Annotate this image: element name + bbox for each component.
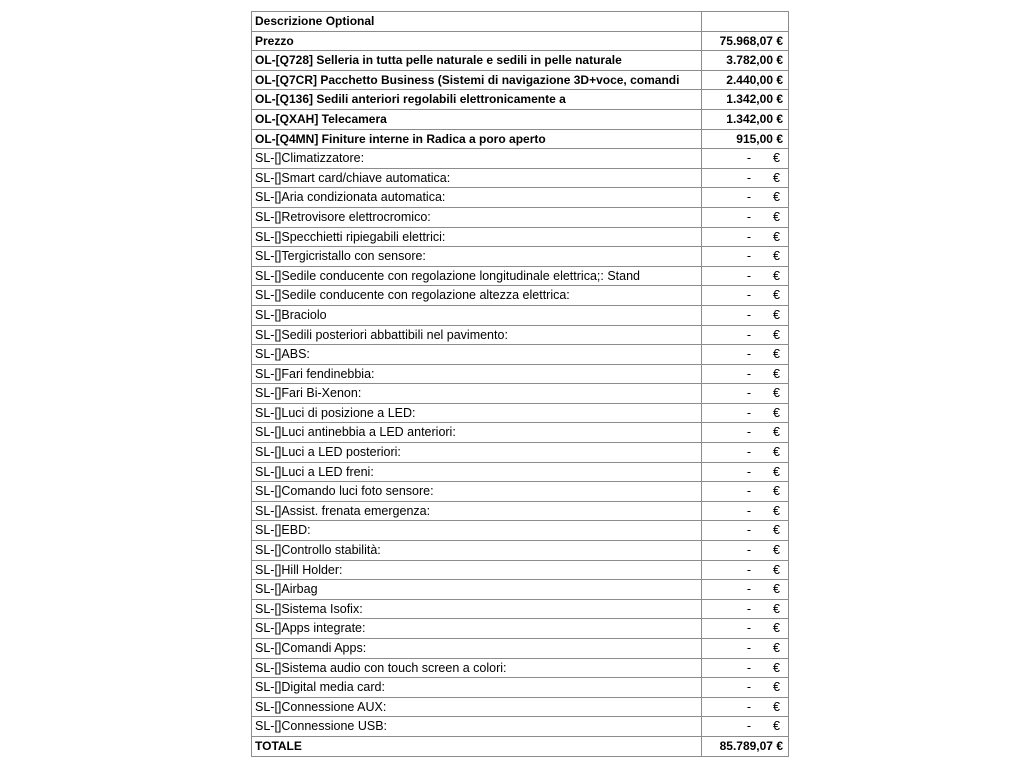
standard-dash: - [746, 582, 752, 597]
optional-label: OL-[Q4MN] Finiture interne in Radica a poro aperto [252, 130, 702, 149]
standard-label: SL-[]Fari fendinebbia: [252, 365, 702, 384]
standard-price-cell [702, 423, 789, 442]
standard-label: SL-[]Smart card/chiave automatica: [252, 169, 702, 188]
standard-price-cell [702, 365, 789, 384]
standard-label: SL-[]Luci a LED posteriori: [252, 443, 702, 462]
standard-label: SL-[]Connessione AUX: [252, 698, 702, 717]
standard-dash: - [746, 151, 752, 166]
standard-label: SL-[]Retrovisore elettrocromico: [252, 208, 702, 227]
optional-row [252, 90, 789, 110]
standard-label: SL-[]Braciolo [252, 306, 702, 325]
standard-dash: - [746, 229, 752, 244]
currency-symbol: € [773, 445, 780, 460]
standard-dash: - [746, 327, 752, 342]
standard-row [252, 149, 789, 169]
standard-label: SL-[]Connessione USB: [252, 717, 702, 736]
standard-label: SL-[]Luci a LED freni: [252, 463, 702, 482]
optional-label: OL-[Q136] Sedili anteriori regolabili elettronicamente a [252, 90, 702, 109]
standard-dash: - [746, 464, 752, 479]
standard-dash: - [746, 621, 752, 636]
standard-label: SL-[]Tergicristallo con sensore: [252, 247, 702, 266]
standard-price-cell [702, 600, 789, 619]
currency-symbol: € [773, 249, 780, 264]
currency-symbol: € [773, 405, 780, 420]
standard-label: SL-[]Digital media card: [252, 678, 702, 697]
currency-symbol: € [773, 386, 780, 401]
standard-dash: - [746, 347, 752, 362]
total-value: 85.789,07 € [702, 737, 789, 756]
standard-label: SL-[]Comando luci foto sensore: [252, 482, 702, 501]
base-price-label: Prezzo [252, 32, 702, 51]
standard-label: SL-[]ABS: [252, 345, 702, 364]
standard-label: SL-[]Comandi Apps: [252, 639, 702, 658]
standard-label: SL-[]Climatizzatore: [252, 149, 702, 168]
standard-price-cell [702, 306, 789, 325]
standard-price-cell [702, 384, 789, 403]
currency-symbol: € [773, 484, 780, 499]
standard-row [252, 208, 789, 228]
standard-dash: - [746, 601, 752, 616]
currency-symbol: € [773, 151, 780, 166]
standard-label: SL-[]EBD: [252, 521, 702, 540]
standard-row [252, 678, 789, 698]
standard-dash: - [746, 680, 752, 695]
standard-price-cell [702, 502, 789, 521]
header-title: Descrizione Optional [252, 12, 702, 31]
standard-row [252, 619, 789, 639]
standard-price-cell [702, 580, 789, 599]
standard-price-cell [702, 717, 789, 736]
total-label: TOTALE [252, 737, 702, 756]
standard-row [252, 561, 789, 581]
standard-dash: - [746, 543, 752, 558]
optional-label: OL-[QXAH] Telecamera [252, 110, 702, 129]
standard-label: SL-[]Sistema audio con touch screen a colori: [252, 659, 702, 678]
header-price-cell [702, 12, 789, 31]
standard-dash: - [746, 719, 752, 734]
standard-row [252, 717, 789, 737]
optional-row [252, 110, 789, 130]
currency-symbol: € [773, 229, 780, 244]
standard-dash: - [746, 190, 752, 205]
standard-label: SL-[]Specchietti ripiegabili elettrici: [252, 228, 702, 247]
standard-dash: - [746, 268, 752, 283]
optional-price: 1.342,00 € [702, 90, 789, 109]
currency-symbol: € [773, 601, 780, 616]
optional-row [252, 130, 789, 150]
standard-dash: - [746, 660, 752, 675]
standard-dash: - [746, 170, 752, 185]
standard-dash: - [746, 503, 752, 518]
optional-row [252, 51, 789, 71]
standard-dash: - [746, 445, 752, 460]
standard-price-cell [702, 149, 789, 168]
standard-price-cell [702, 169, 789, 188]
standard-label: SL-[]Controllo stabilità: [252, 541, 702, 560]
standard-price-cell [702, 326, 789, 345]
standard-price-cell [702, 188, 789, 207]
optional-price: 3.782,00 € [702, 51, 789, 70]
standard-label: SL-[]Sedile conducente con regolazione altezza elettrica: [252, 286, 702, 305]
standard-label: SL-[]Apps integrate: [252, 619, 702, 638]
currency-symbol: € [773, 366, 780, 381]
table-header-row [252, 12, 789, 32]
standard-dash: - [746, 386, 752, 401]
currency-symbol: € [773, 327, 780, 342]
standard-row [252, 169, 789, 189]
currency-symbol: € [773, 170, 780, 185]
currency-symbol: € [773, 503, 780, 518]
standard-price-cell [702, 228, 789, 247]
standard-row [252, 521, 789, 541]
standard-dash: - [746, 641, 752, 655]
standard-label: SL-[]Fari Bi-Xenon: [252, 384, 702, 403]
currency-symbol: € [773, 425, 780, 440]
standard-price-cell [702, 463, 789, 482]
standard-price-cell [702, 267, 789, 286]
optional-price: 2.440,00 € [702, 71, 789, 90]
currency-symbol: € [773, 523, 780, 538]
standard-row [252, 267, 789, 287]
standard-price-cell [702, 619, 789, 638]
standard-price-cell [702, 443, 789, 462]
standard-price-cell [702, 698, 789, 717]
standard-row [252, 345, 789, 365]
standard-price-cell [702, 541, 789, 560]
standard-price-cell [702, 404, 789, 423]
standard-row [252, 188, 789, 208]
standard-row [252, 502, 789, 522]
standard-row [252, 698, 789, 718]
optional-label: OL-[Q7CR] Pacchetto Business (Sistemi di navigazione 3D+voce, comandi [252, 71, 702, 90]
standard-dash: - [746, 484, 752, 499]
standard-row [252, 306, 789, 326]
standard-row [252, 384, 789, 404]
standard-row [252, 580, 789, 600]
optional-row [252, 71, 789, 91]
standard-label: SL-[]Luci antinebbia a LED anteriori: [252, 423, 702, 442]
standard-row [252, 228, 789, 248]
standard-row [252, 326, 789, 346]
standard-label: SL-[]Aria condizionata automatica: [252, 188, 702, 207]
standard-label: SL-[]Sistema Isofix: [252, 600, 702, 619]
standard-price-cell [702, 561, 789, 580]
currency-symbol: € [773, 680, 780, 695]
optional-price-table [251, 11, 789, 757]
standard-dash: - [746, 523, 752, 538]
optional-label: OL-[Q728] Selleria in tutta pelle naturale e sedili in pelle naturale [252, 51, 702, 70]
currency-symbol: € [773, 562, 780, 577]
standard-row [252, 659, 789, 679]
standard-row [252, 404, 789, 424]
currency-symbol: € [773, 719, 780, 734]
currency-symbol: € [773, 464, 780, 479]
standard-row [252, 600, 789, 620]
standard-label: SL-[]Sedili posteriori abbattibili nel pavimento: [252, 326, 702, 345]
standard-row [252, 639, 789, 659]
standard-price-cell [702, 247, 789, 266]
standard-price-cell [702, 482, 789, 501]
optional-price: 1.342,00 € [702, 110, 789, 129]
standard-row [252, 541, 789, 561]
standard-dash: - [746, 249, 752, 264]
standard-price-cell [702, 286, 789, 305]
standard-row [252, 463, 789, 483]
standard-dash: - [746, 699, 752, 714]
standard-dash: - [746, 209, 752, 224]
standard-label: SL-[]Luci di posizione a LED: [252, 404, 702, 423]
currency-symbol: € [773, 699, 780, 714]
standard-price-cell [702, 345, 789, 364]
base-price-row [252, 32, 789, 52]
standard-label: SL-[]Sedile conducente con regolazione longitudinale elettrica;: Stand [252, 267, 702, 286]
optional-price: 915,00 € [702, 130, 789, 149]
standard-dash: - [746, 405, 752, 420]
base-price-value: 75.968,07 € [702, 32, 789, 51]
currency-symbol: € [773, 307, 780, 322]
currency-symbol: € [773, 288, 780, 303]
standard-label: SL-[]Hill Holder: [252, 561, 702, 580]
currency-symbol: € [773, 543, 780, 558]
currency-symbol: € [773, 641, 780, 655]
standard-row [252, 247, 789, 267]
standard-row [252, 365, 789, 385]
standard-dash: - [746, 562, 752, 577]
currency-symbol: € [773, 190, 780, 205]
standard-label: SL-[]Airbag [252, 580, 702, 599]
standard-price-cell [702, 659, 789, 678]
standard-price-cell [702, 208, 789, 227]
standard-row [252, 482, 789, 502]
standard-label: SL-[]Assist. frenata emergenza: [252, 502, 702, 521]
standard-price-cell [702, 678, 789, 697]
standard-dash: - [746, 366, 752, 381]
currency-symbol: € [773, 582, 780, 597]
currency-symbol: € [773, 209, 780, 224]
standard-row [252, 443, 789, 463]
total-row [252, 737, 789, 757]
currency-symbol: € [773, 660, 780, 675]
standard-dash: - [746, 307, 752, 322]
standard-row [252, 423, 789, 443]
standard-price-cell [702, 639, 789, 658]
currency-symbol: € [773, 268, 780, 283]
currency-symbol: € [773, 621, 780, 636]
standard-dash: - [746, 288, 752, 303]
currency-symbol: € [773, 347, 780, 362]
standard-row [252, 286, 789, 306]
standard-dash: - [746, 425, 752, 440]
standard-price-cell [702, 521, 789, 540]
